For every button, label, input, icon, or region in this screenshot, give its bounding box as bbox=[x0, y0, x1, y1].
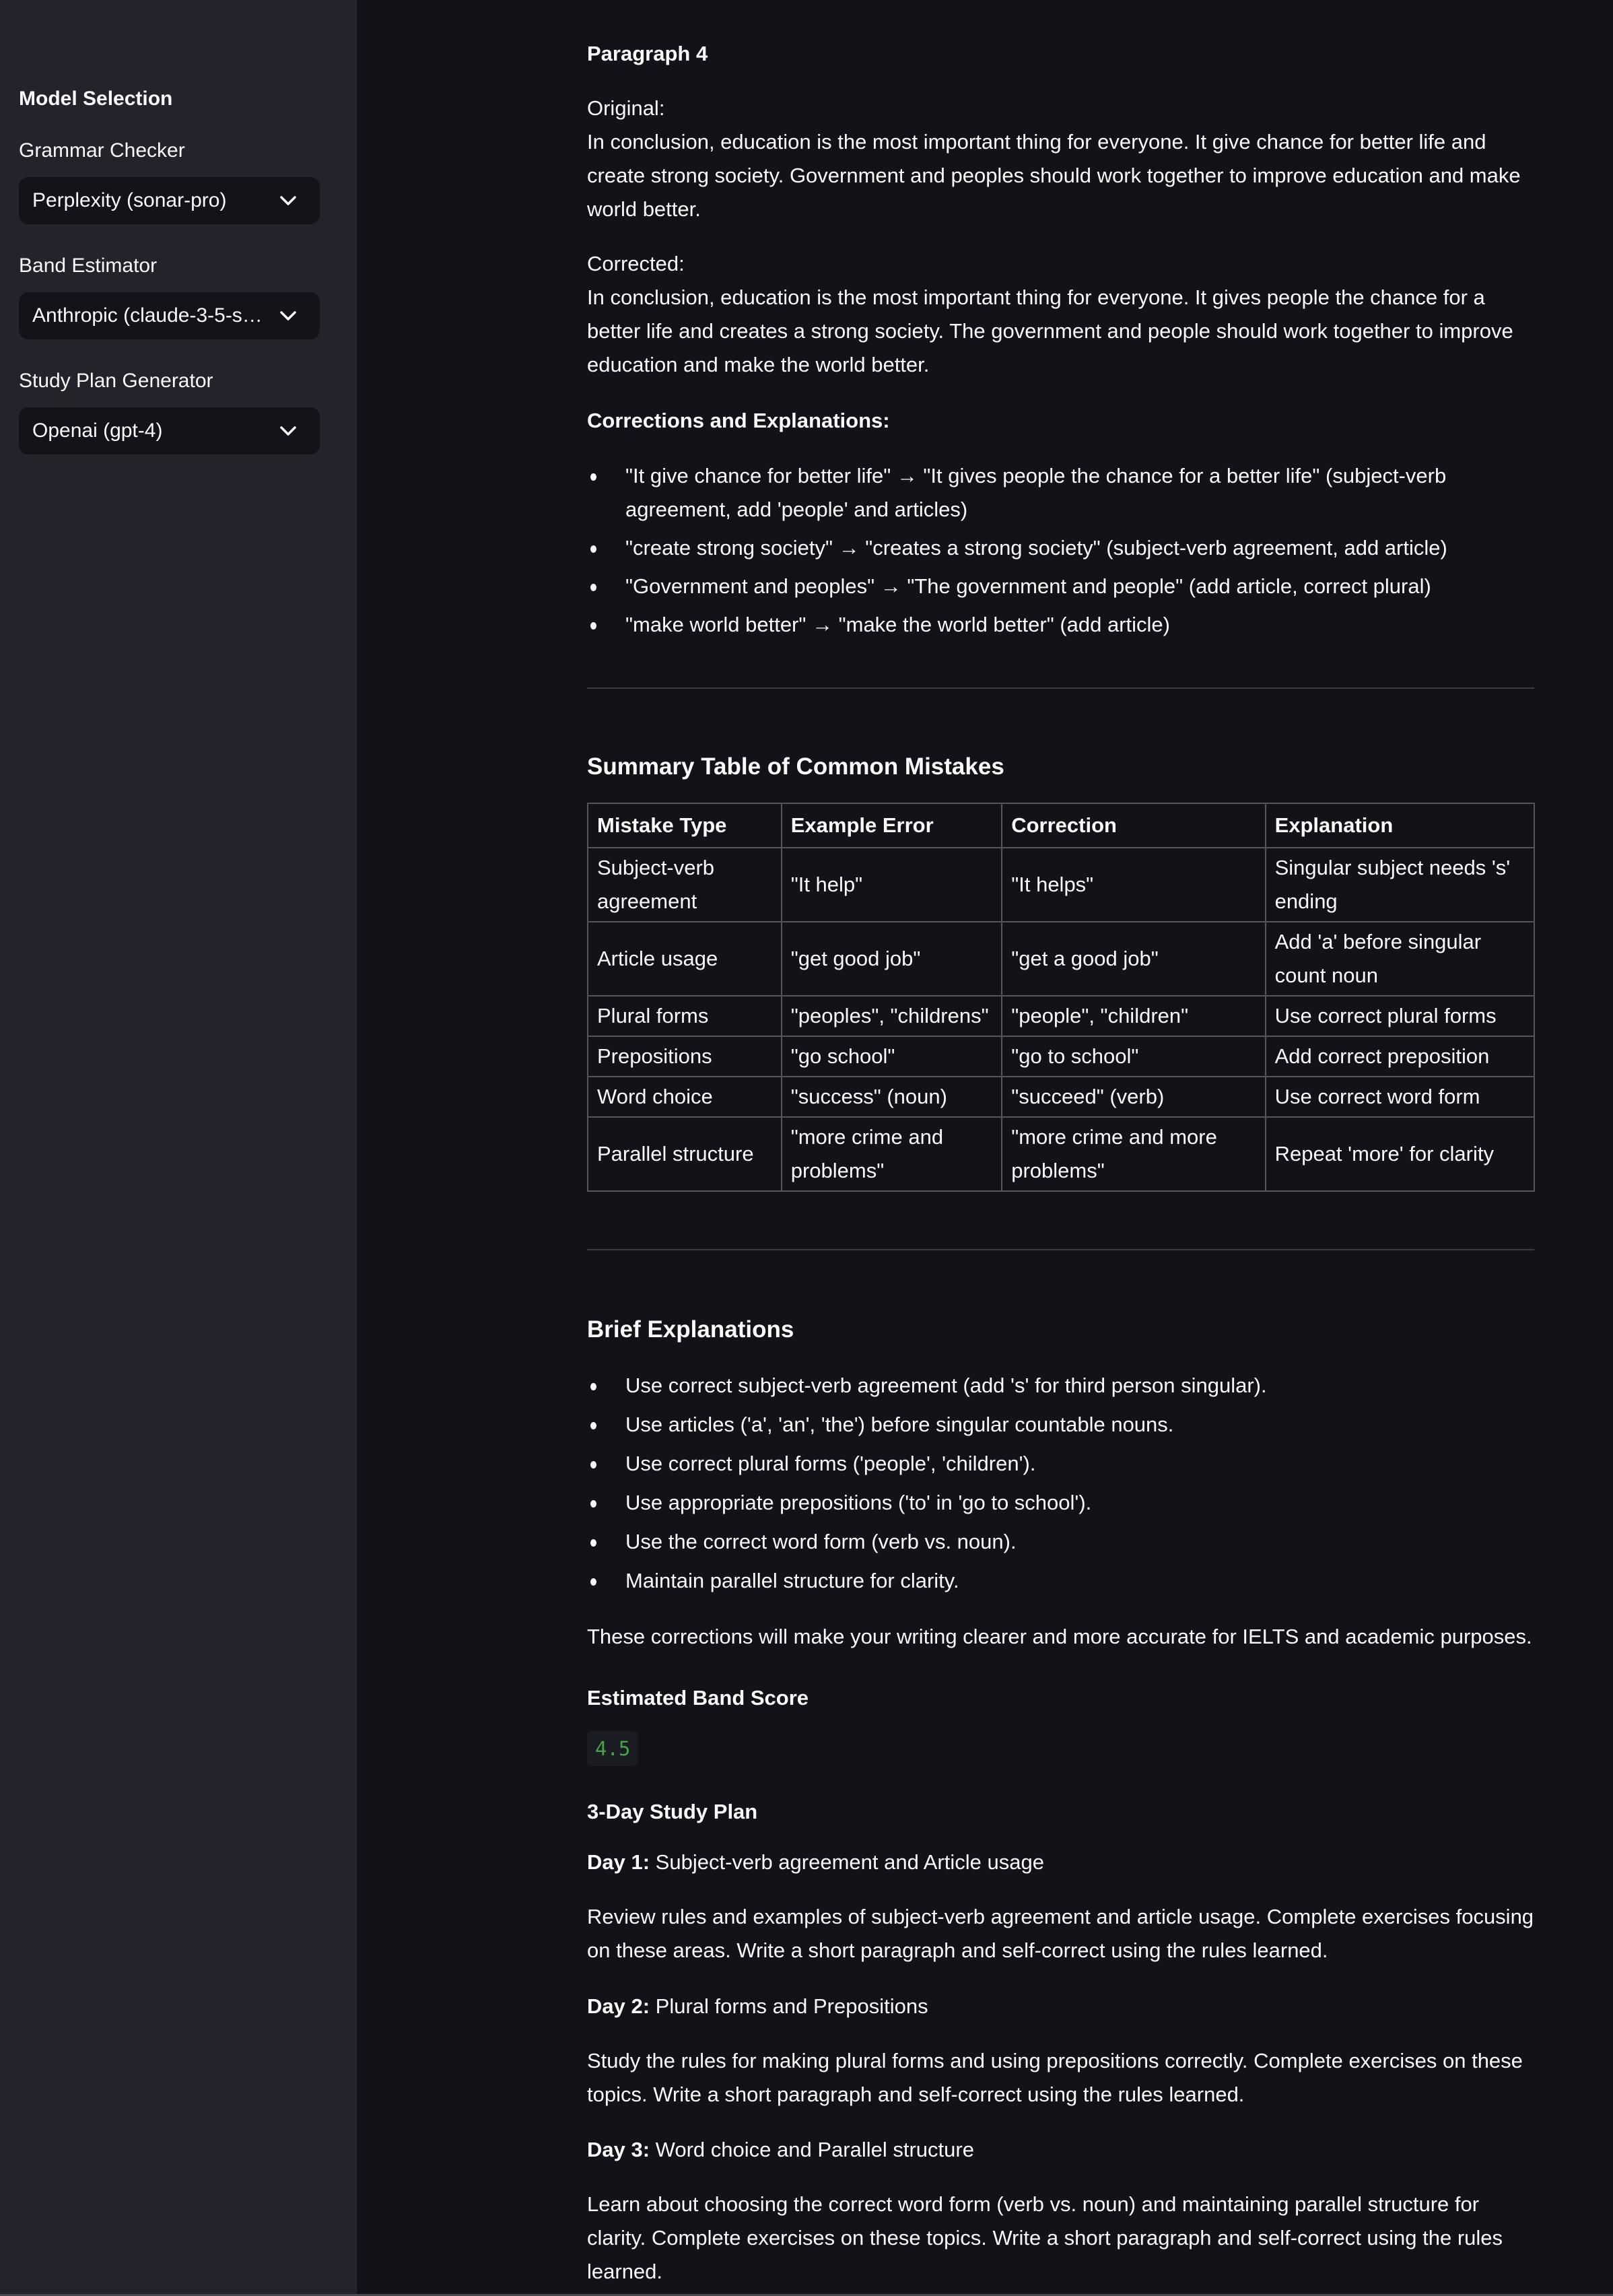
table-row bbox=[588, 1036, 1534, 1077]
list-item: "create strong society" → "creates a strong society" (subject-verb agreement, add article) bbox=[587, 531, 1534, 565]
corrected-section bbox=[587, 247, 1534, 382]
table-cell: "get good job" bbox=[782, 922, 1002, 996]
day-2-detail: Study the rules for making plural forms and using prepositions correctly. Complete exercises on these topics. Write a short paragraph and self-correct using the rules learned. bbox=[587, 2049, 1523, 2106]
table-cell: "go to school" bbox=[1002, 1036, 1265, 1077]
band-estimator-label: Band Estimator bbox=[19, 255, 158, 277]
table-cell: "succeed" (verb) bbox=[1002, 1077, 1265, 1117]
list-item: Maintain parallel structure for clarity. bbox=[587, 1564, 1534, 1598]
table-row bbox=[588, 922, 1534, 996]
list-item: "make world better" → "make the world better" (add article) bbox=[587, 608, 1534, 642]
corrections-list bbox=[587, 459, 1534, 646]
divider bbox=[587, 687, 1534, 689]
summary-table-heading: Summary Table of Common Mistakes bbox=[587, 753, 1004, 780]
study-plan-generator-value: Openai (gpt-4) bbox=[32, 419, 163, 442]
table-cell: Word choice bbox=[588, 1077, 782, 1117]
list-item: Use appropriate prepositions ('to' in 'go to school'). bbox=[587, 1486, 1534, 1520]
table-cell: Article usage bbox=[588, 922, 782, 996]
table-cell: Use correct word form bbox=[1266, 1077, 1534, 1117]
table-cell: "more crime and more problems" bbox=[1002, 1117, 1265, 1191]
grammar-checker-select[interactable] bbox=[19, 177, 320, 224]
brief-explanations-list bbox=[587, 1369, 1534, 1603]
table-cell: Plural forms bbox=[588, 996, 782, 1036]
original-section bbox=[587, 92, 1534, 226]
band-estimator-select[interactable] bbox=[19, 292, 320, 339]
paragraph-heading: Paragraph 4 bbox=[587, 42, 708, 65]
grammar-checker-label: Grammar Checker bbox=[19, 139, 185, 162]
chevron-down-icon bbox=[279, 310, 297, 322]
original-text: In conclusion, education is the most important thing for everyone. It give chance for better life and create strong society. Government and peoples should work together to improve education and make world better. bbox=[587, 130, 1521, 221]
band-score-value: 4.5 bbox=[587, 1731, 638, 1766]
table-cell: Add correct preposition bbox=[1266, 1036, 1534, 1077]
day-3-topic: Word choice and Parallel structure bbox=[655, 2138, 974, 2161]
table-cell: Repeat 'more' for clarity bbox=[1266, 1117, 1534, 1191]
closing-note: These corrections will make your writing clearer and more accurate for IELTS and academic purposes. bbox=[587, 1625, 1532, 1648]
list-item: Use correct plural forms ('people', 'children'). bbox=[587, 1447, 1534, 1481]
corrected-text: In conclusion, education is the most important thing for everyone. It gives people the chance for a better life and creates a strong society. The government and people should work together to improve education and make the world better. bbox=[587, 285, 1513, 376]
day-2-title bbox=[587, 1990, 1534, 2023]
table-row bbox=[588, 996, 1534, 1036]
day-1-label: Day 1: bbox=[587, 1850, 650, 1874]
list-item: "Government and peoples" → "The government and people" (add article, correct plural) bbox=[587, 570, 1534, 603]
table-cell: "people", "children" bbox=[1002, 996, 1265, 1036]
table-cell: Subject-verb agreement bbox=[588, 848, 782, 922]
day-1-topic: Subject-verb agreement and Article usage bbox=[655, 1850, 1044, 1874]
table-cell: Parallel structure bbox=[588, 1117, 782, 1191]
band-score-heading: Estimated Band Score bbox=[587, 1686, 809, 1710]
table-cell: "peoples", "childrens" bbox=[782, 996, 1002, 1036]
sidebar-title: Model Selection bbox=[19, 88, 173, 110]
table-row bbox=[588, 1077, 1534, 1117]
column-header: Example Error bbox=[782, 803, 1002, 848]
day-1-detail: Review rules and examples of subject-verb agreement and article usage. Complete exercises focusing on these areas. Write a short paragraph and self-correct using the rules learned. bbox=[587, 1905, 1534, 1962]
table-row bbox=[588, 848, 1534, 922]
table-cell: Prepositions bbox=[588, 1036, 782, 1077]
table-cell: Add 'a' before singular count noun bbox=[1266, 922, 1534, 996]
day-3-label: Day 3: bbox=[587, 2138, 650, 2161]
table-row bbox=[588, 1117, 1534, 1191]
mistakes-table bbox=[587, 803, 1535, 1192]
list-item: "It give chance for better life" → "It gives people the chance for a better life" (subject-verb agreement, add 'people' and articles) bbox=[587, 459, 1534, 527]
column-header: Explanation bbox=[1266, 803, 1534, 848]
day-2-label: Day 2: bbox=[587, 1994, 650, 2018]
study-plan-generator-select[interactable] bbox=[19, 407, 320, 454]
divider bbox=[587, 1249, 1534, 1250]
column-header: Mistake Type bbox=[588, 803, 782, 848]
chevron-down-icon bbox=[279, 195, 297, 207]
band-estimator-value: Anthropic (claude-3-5-s… bbox=[32, 304, 263, 327]
table-cell: Use correct plural forms bbox=[1266, 996, 1534, 1036]
day-1-title bbox=[587, 1846, 1534, 1879]
brief-explanations-heading: Brief Explanations bbox=[587, 1316, 794, 1343]
table-cell: "It help" bbox=[782, 848, 1002, 922]
corrected-label: Corrected: bbox=[587, 252, 685, 275]
list-item: Use correct subject-verb agreement (add 's' for third person singular). bbox=[587, 1369, 1534, 1403]
table-cell: Singular subject needs 's' ending bbox=[1266, 848, 1534, 922]
table-cell: "get a good job" bbox=[1002, 922, 1265, 996]
column-header: Correction bbox=[1002, 803, 1265, 848]
table-header-row bbox=[588, 803, 1534, 848]
corrections-heading: Corrections and Explanations: bbox=[587, 409, 890, 432]
list-item: Use the correct word form (verb vs. noun). bbox=[587, 1525, 1534, 1559]
list-item: Use articles ('a', 'an', 'the') before singular countable nouns. bbox=[587, 1408, 1534, 1442]
study-plan-heading: 3-Day Study Plan bbox=[587, 1800, 758, 1823]
day-3-title bbox=[587, 2133, 1534, 2167]
table-cell: "It helps" bbox=[1002, 848, 1265, 922]
day-3-detail: Learn about choosing the correct word form (verb vs. noun) and maintaining parallel structure for clarity. Complete exercises on these topics. Write a short paragraph and self-correct using the rules learned. bbox=[587, 2192, 1503, 2283]
sidebar bbox=[0, 0, 357, 2296]
table-cell: "more crime and problems" bbox=[782, 1117, 1002, 1191]
original-label: Original: bbox=[587, 96, 665, 120]
grammar-checker-value: Perplexity (sonar-pro) bbox=[32, 189, 227, 211]
chevron-down-icon bbox=[279, 425, 297, 437]
table-cell: "go school" bbox=[782, 1036, 1002, 1077]
study-plan-generator-label: Study Plan Generator bbox=[19, 370, 213, 392]
day-2-topic: Plural forms and Prepositions bbox=[655, 1994, 928, 2018]
table-cell: "success" (noun) bbox=[782, 1077, 1002, 1117]
